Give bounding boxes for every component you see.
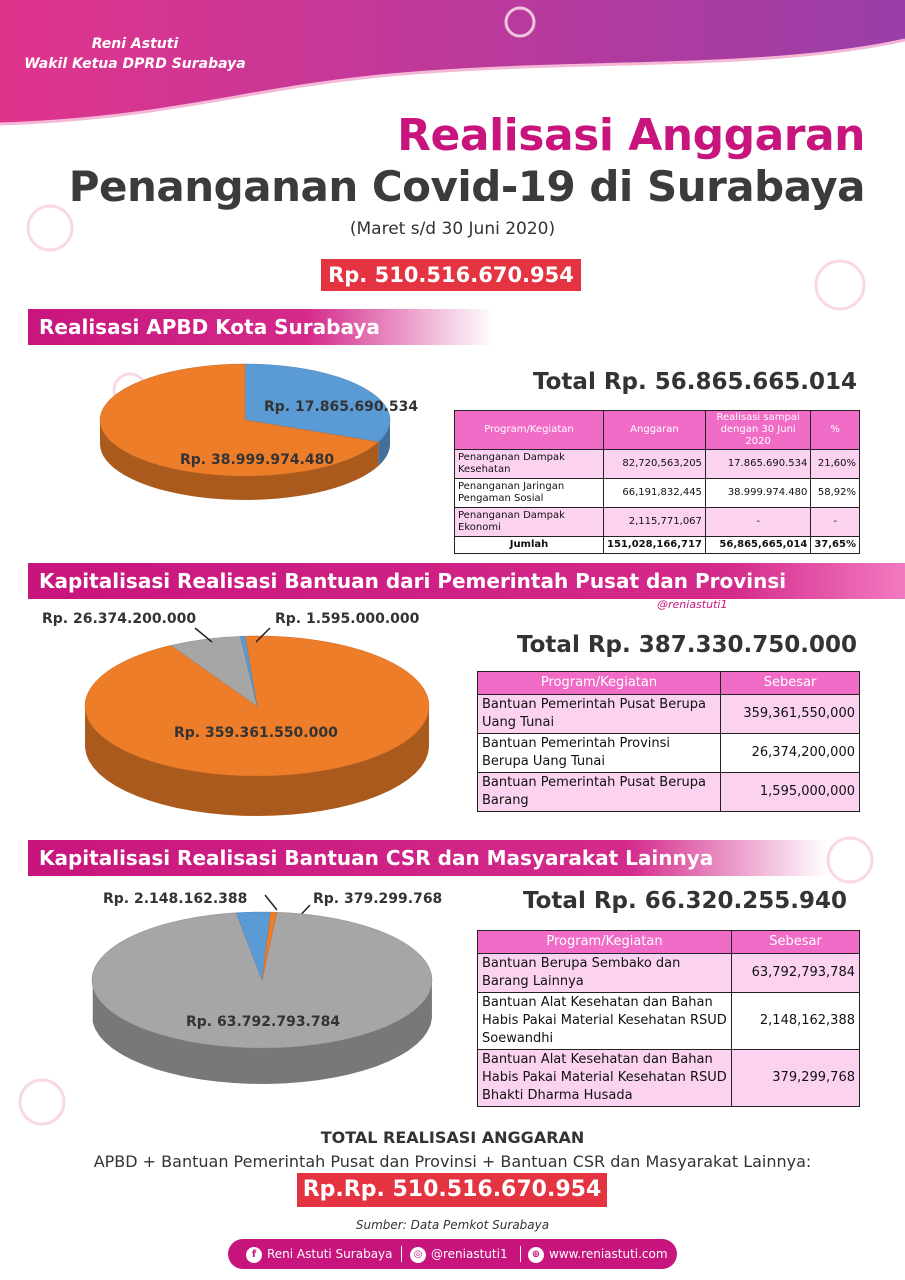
section2-table xyxy=(477,671,860,812)
section1-total: Total Rp. 56.865.665.014 xyxy=(533,369,858,395)
cell-program: Bantuan Alat Kesehatan dan Bahan Habis Pakai Material Kesehatan RSUD Bhakti Dharma Husada xyxy=(478,1050,732,1107)
author-name: Reni Astuti xyxy=(91,36,179,52)
section1-banner: Realisasi APBD Kota Surabaya xyxy=(28,309,493,345)
instagram-link[interactable] xyxy=(410,1239,508,1269)
author-title: Wakil Ketua DPRD Surabaya xyxy=(24,56,246,72)
globe-icon: ⊕ xyxy=(528,1247,544,1263)
pie3-label-sembako: Rp. 63.792.793.784 xyxy=(186,1014,341,1030)
cell-sebesar: 2,148,162,388 xyxy=(732,993,860,1050)
period: (Maret s/d 30 Juni 2020) xyxy=(349,219,556,239)
cell-program: Bantuan Pemerintah Provinsi Berupa Uang Tunai xyxy=(478,734,721,773)
cell-percent: - xyxy=(811,508,860,537)
col-program: Program/Kegiatan xyxy=(478,931,732,954)
cell-anggaran: 82,720,563,205 xyxy=(604,450,706,479)
cell-program: Bantuan Berupa Sembako dan Barang Lainnya xyxy=(478,954,732,993)
section3-banner: Kapitalisasi Realisasi Bantuan CSR dan Masyarakat Lainnya xyxy=(28,840,828,876)
cell-percent: 58,92% xyxy=(811,479,860,508)
cell-realisasi: 56,865,665,014 xyxy=(705,537,810,554)
title-line1: Realisasi Anggaran xyxy=(397,110,865,161)
table-row xyxy=(478,993,860,1050)
footer-social-bar xyxy=(228,1239,677,1269)
table-row xyxy=(478,954,860,993)
section2-total: Total Rp. 387.330.750.000 xyxy=(517,632,858,658)
section3-table xyxy=(477,930,860,1107)
table-row xyxy=(478,734,860,773)
pie3-label-bhakti: Rp. 379.299.768 xyxy=(313,891,443,907)
cell-anggaran: 2,115,771,067 xyxy=(604,508,706,537)
cell-program: Bantuan Pemerintah Pusat Berupa Uang Tunai xyxy=(478,695,721,734)
table-row xyxy=(478,1050,860,1107)
pie2-leader-provinsi xyxy=(195,628,212,642)
section3-total: Total Rp. 66.320.255.940 xyxy=(523,888,848,914)
website-label: www.reniastuti.com xyxy=(549,1247,668,1261)
section2-banner: Kapitalisasi Realisasi Bantuan dari Pemerintah Pusat dan Provinsi xyxy=(28,563,905,599)
facebook-link[interactable] xyxy=(246,1239,393,1269)
col-percent: % xyxy=(811,411,860,450)
title-line2: Penanganan Covid-19 di Surabaya xyxy=(68,162,865,211)
cell-sebesar: 26,374,200,000 xyxy=(721,734,860,773)
pie2-label-provinsi: Rp. 26.374.200.000 xyxy=(42,611,197,627)
cell-program: Penanganan Jaringan Pengaman Sosial xyxy=(455,479,604,508)
cell-sebesar: 359,361,550,000 xyxy=(721,695,860,734)
cell-program: Bantuan Alat Kesehatan dan Bahan Habis Pakai Material Kesehatan RSUD Soewandhi xyxy=(478,993,732,1050)
pie3-leader-soewandhi xyxy=(265,895,277,910)
instagram-icon: ◎ xyxy=(410,1247,426,1263)
cell-anggaran: 66,191,832,445 xyxy=(604,479,706,508)
instagram-label: @reniastuti1 xyxy=(431,1247,508,1261)
cell-program: Jumlah xyxy=(455,537,604,554)
pie2-label-uang-tunai: Rp. 359.361.550.000 xyxy=(174,725,338,741)
cell-program: Penanganan Dampak Ekonomi xyxy=(455,508,604,537)
col-realisasi: Realisasi sampai dengan 30 Juni 2020 xyxy=(705,411,810,450)
bottom-total-value: Rp.Rp. 510.516.670.954 xyxy=(297,1173,607,1207)
watermark: @reniastuti1 xyxy=(657,598,728,611)
pie2-leader-barang xyxy=(256,628,270,642)
col-program: Program/Kegiatan xyxy=(478,672,721,695)
cell-realisasi: 17.865.690.534 xyxy=(705,450,810,479)
grand-total-badge: Rp. 510.516.670.954 xyxy=(321,259,581,291)
bottom-total-subtitle: APBD + Bantuan Pemerintah Pusat dan Provinsi + Bantuan CSR dan Masyarakat Lainnya: xyxy=(93,1152,812,1171)
cell-sebesar: 1,595,000,000 xyxy=(721,773,860,812)
table-row xyxy=(478,773,860,812)
divider xyxy=(401,1246,402,1262)
cell-program: Penanganan Dampak Kesehatan xyxy=(455,450,604,479)
cell-realisasi: 38.999.974.480 xyxy=(705,479,810,508)
table-row xyxy=(478,695,860,734)
source-note: Sumber: Data Pemkot Surabaya xyxy=(355,1218,550,1232)
col-anggaran: Anggaran xyxy=(604,411,706,450)
pie1-label-sosial: Rp. 38.999.974.480 xyxy=(180,452,335,468)
col-sebesar: Sebesar xyxy=(721,672,860,695)
col-program: Program/Kegiatan xyxy=(455,411,604,450)
pie2-label-barang: Rp. 1.595.000.000 xyxy=(275,611,420,627)
table-header-row xyxy=(478,931,860,954)
pie-chart-csr xyxy=(90,910,440,1090)
divider xyxy=(520,1246,521,1262)
bottom-total-title: TOTAL REALISASI ANGGARAN xyxy=(320,1128,585,1147)
cell-sebesar: 63,792,793,784 xyxy=(732,954,860,993)
facebook-label: Reni Astuti Surabaya xyxy=(267,1247,393,1261)
cell-program: Bantuan Pemerintah Pusat Berupa Barang xyxy=(478,773,721,812)
table-header-row xyxy=(478,672,860,695)
cell-realisasi: - xyxy=(705,508,810,537)
cell-sebesar: 379,299,768 xyxy=(732,1050,860,1107)
pie1-label-kesehatan: Rp. 17.865.690.534 xyxy=(264,399,419,415)
website-link[interactable] xyxy=(528,1239,668,1269)
cell-percent: 37,65% xyxy=(811,537,860,554)
pie3-label-soewandhi: Rp. 2.148.162.388 xyxy=(103,891,248,907)
cell-percent: 21,60% xyxy=(811,450,860,479)
cell-anggaran: 151,028,166,717 xyxy=(604,537,706,554)
facebook-icon: f xyxy=(246,1247,262,1263)
col-sebesar: Sebesar xyxy=(732,931,860,954)
